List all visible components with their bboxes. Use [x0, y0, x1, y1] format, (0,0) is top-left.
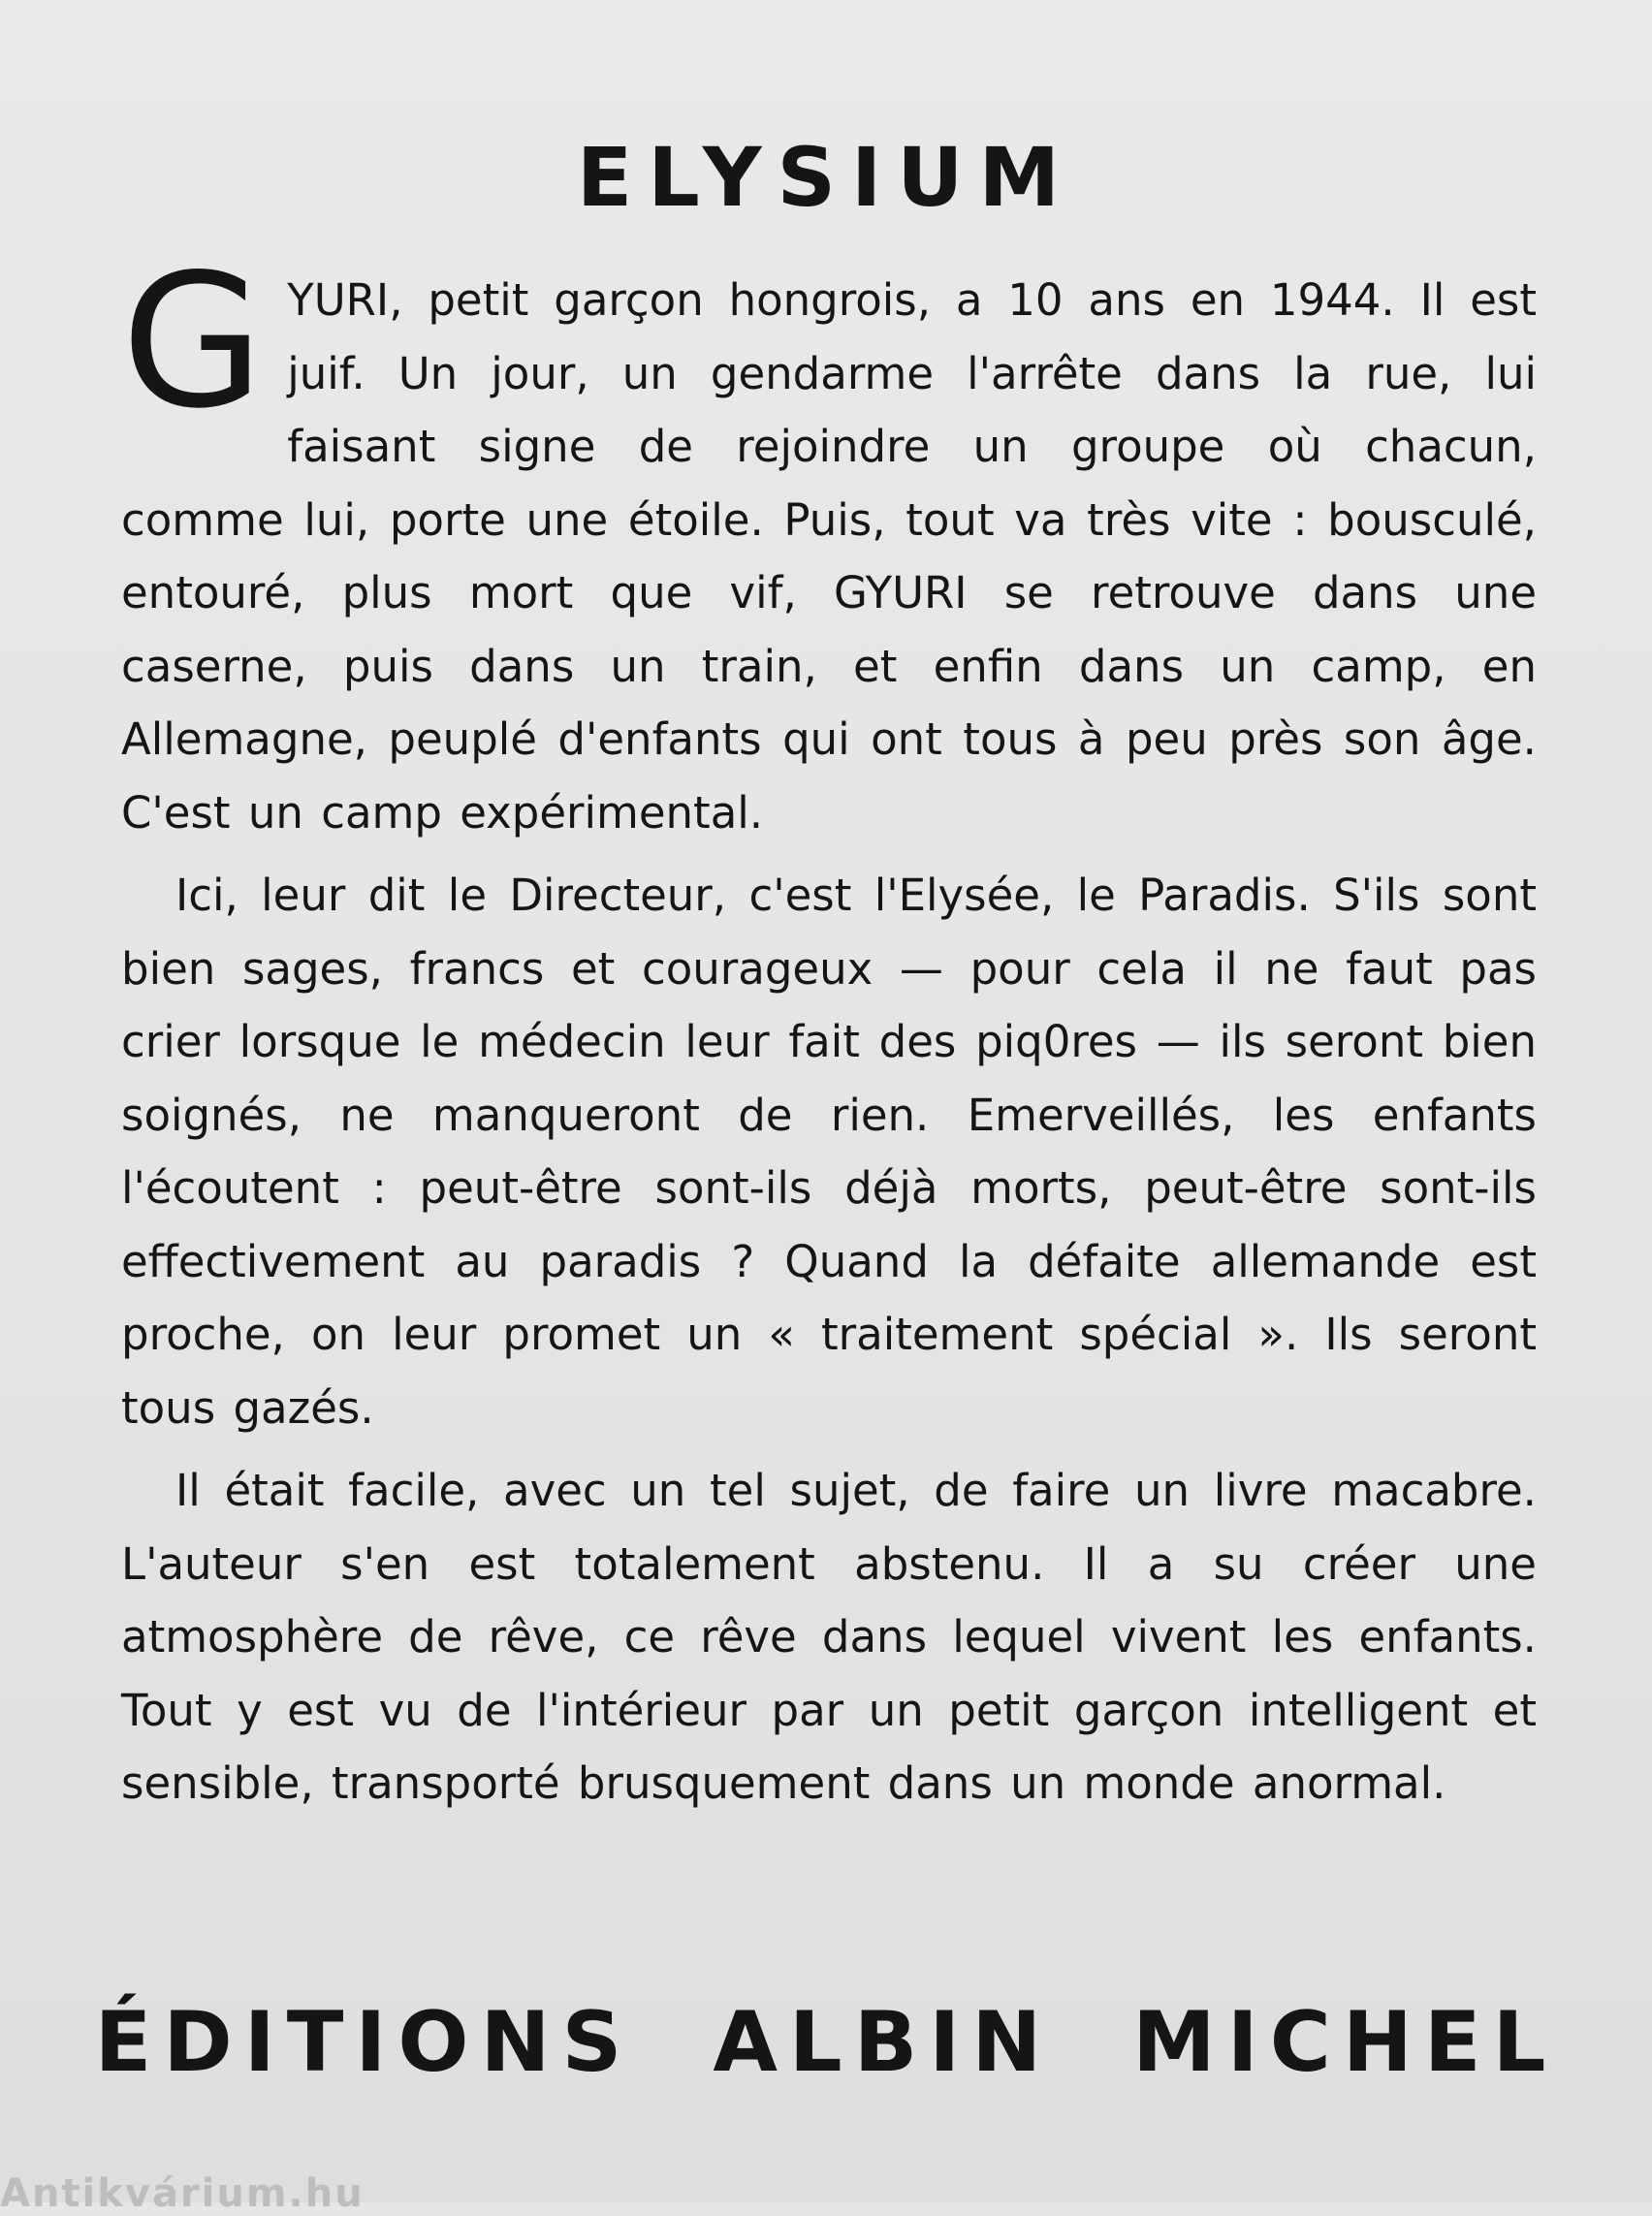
- paragraph-1: [121, 235, 1537, 849]
- paragraph-2: Ici, leur dit le Directeur, c'est l'Elysée, le Paradis. S'ils sont bien sages, francs et courageux — pour cela il ne faut pas crier lorsque le médecin leur fait des piq0res — ils seront bien soignés, ne manqueront de rien. Emerveillés, les enfants l'écoutent : peut-être sont-ils déjà morts, peut-être sont-ils effectivement au paradis ? Quand la défaite allemande est proche, on leur promet un « traitement spécial ». Ils seront tous gazés.: [121, 870, 1537, 1434]
- publisher-name: ÉDITIONS ALBIN MICHEL: [94, 1994, 1558, 2091]
- drop-cap-letter: G: [121, 235, 265, 449]
- paragraph-3: Il était facile, avec un tel sujet, de faire un livre macabre. L'auteur s'en est totalement abstenu. Il a su créer une atmosphère de rêve, ce rêve dans lequel vivent les enfants. Tout y est vu de l'intérieur par un petit garçon intelligent et sensible, transporté brusquement dans un monde anormal.: [121, 1465, 1537, 1809]
- book-title: ELYSIUM: [576, 130, 1076, 226]
- paragraph-1-text: YURI, petit garçon hongrois, a 10 ans en 1944. Il est juif. Un jour, un gendarme l'arrête dans la rue, lui faisant signe de rejoindre un groupe où chacun, comme lui, porte une étoile. Puis, tout va très vite : bousculé, entouré, plus mort que vif, GYURI se retrouve dans une caserne, puis dans un train, et enfin dans un camp, en Allemagne, peuplé d'enfants qui ont tous à peu près son âge. C'est un camp expérimental.: [121, 274, 1537, 839]
- blurb-text: [121, 235, 1537, 1820]
- watermark: Antikvárium.hu: [0, 2171, 365, 2216]
